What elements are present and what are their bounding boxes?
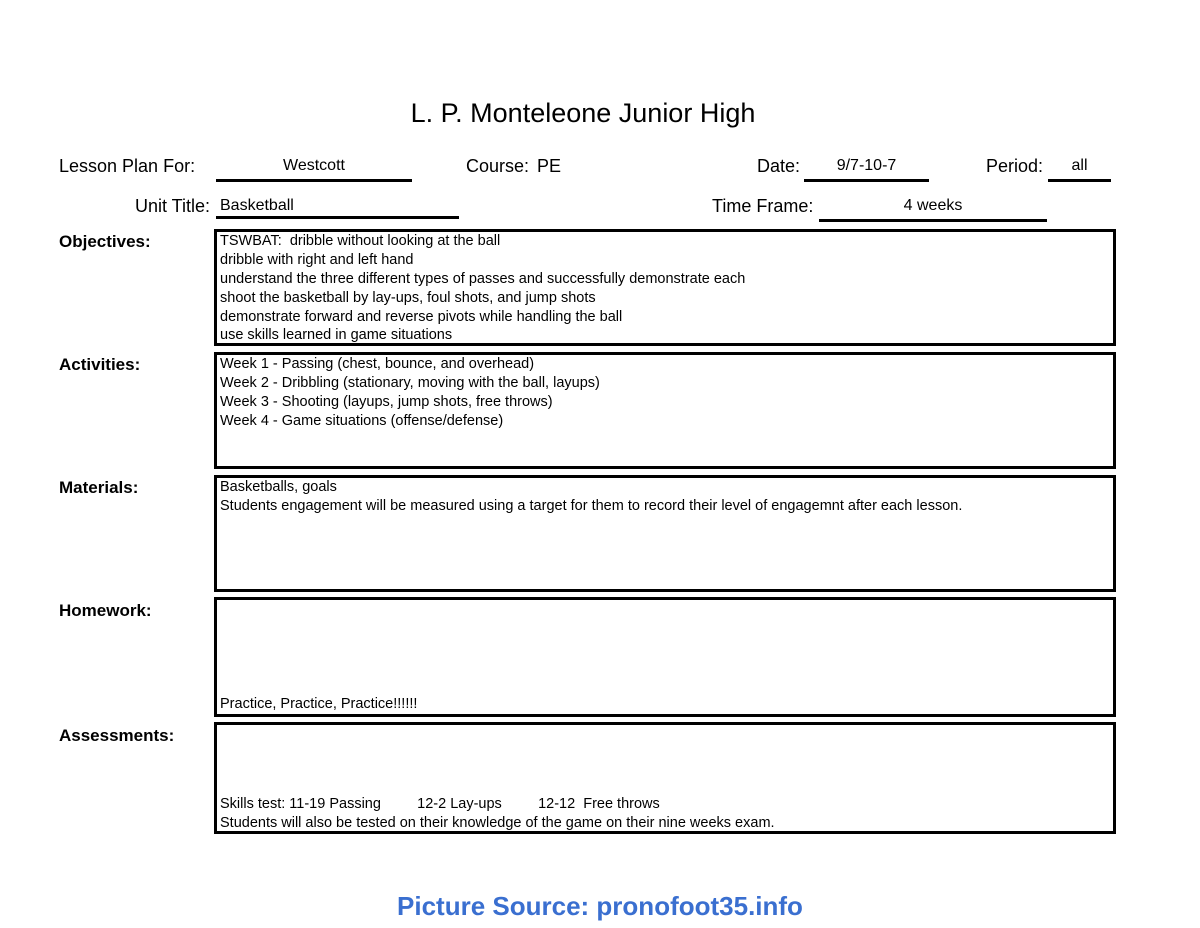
objectives-line: understand the three different types of passes and successfully demonstrate each (220, 270, 746, 287)
objectives-line: TSWBAT: dribble without looking at the ball (220, 233, 501, 249)
course-value: PE (537, 156, 562, 176)
assessments-label: Assessments: (59, 726, 175, 745)
unit-title-field[interactable]: Basketball (216, 195, 459, 219)
activities-box[interactable] (214, 352, 1116, 469)
time-frame-field[interactable]: 4 weeks (819, 195, 1047, 222)
period-field[interactable]: all (1048, 155, 1111, 182)
materials-label: Materials: (59, 478, 139, 497)
time-frame-label: Time Frame: (712, 196, 814, 216)
objectives-line: use skills learned in game situations (220, 327, 453, 344)
materials-box[interactable] (214, 475, 1116, 592)
assessments-line: Students will also be tested on their knowledge of the game on their nine weeks exam. (220, 814, 775, 831)
unit-title-label: Unit Title: (135, 196, 211, 216)
materials-line: Students engagement will be measured using a target for them to record their level of engagemnt after each lesson. (220, 497, 963, 514)
homework-box[interactable] (214, 597, 1116, 717)
objectives-label: Objectives: (59, 232, 151, 251)
assessments-box[interactable] (214, 722, 1116, 834)
objectives-line: dribble with right and left hand (220, 251, 414, 268)
objectives-box[interactable] (214, 229, 1116, 346)
objectives-line: demonstrate forward and reverse pivots while handling the ball (220, 308, 623, 325)
activities-line: Week 1 - Passing (chest, bounce, and overhead) (220, 356, 535, 372)
activities-label: Activities: (59, 355, 141, 374)
activities-line: Week 2 - Dribbling (stationary, moving with the ball, layups) (220, 374, 600, 391)
assessments-line: Skills test: 11-19 Passing 12-2 Lay-ups 12-12 Free throws (220, 796, 660, 812)
homework-line: Practice, Practice, Practice!!!!!! (220, 696, 418, 712)
homework-label: Homework: (59, 601, 152, 620)
period-label: Period: (986, 156, 1044, 176)
lesson-plan-for-label: Lesson Plan For: (59, 156, 196, 176)
date-label: Date: (757, 156, 801, 176)
objectives-line: shoot the basketball by lay-ups, foul shots, and jump shots (220, 289, 596, 306)
activities-line: Week 4 - Game situations (offense/defense) (220, 412, 504, 429)
date-field[interactable]: 9/7-10-7 (804, 155, 929, 182)
course-label: Course: (466, 156, 530, 176)
page-title: L. P. Monteleone Junior High (410, 98, 756, 128)
lesson-plan-for-field[interactable]: Westcott (216, 155, 412, 182)
activities-line: Week 3 - Shooting (layups, jump shots, free throws) (220, 393, 553, 410)
materials-line: Basketballs, goals (220, 479, 337, 495)
picture-source-watermark: Picture Source: pronofoot35.info (397, 891, 803, 921)
